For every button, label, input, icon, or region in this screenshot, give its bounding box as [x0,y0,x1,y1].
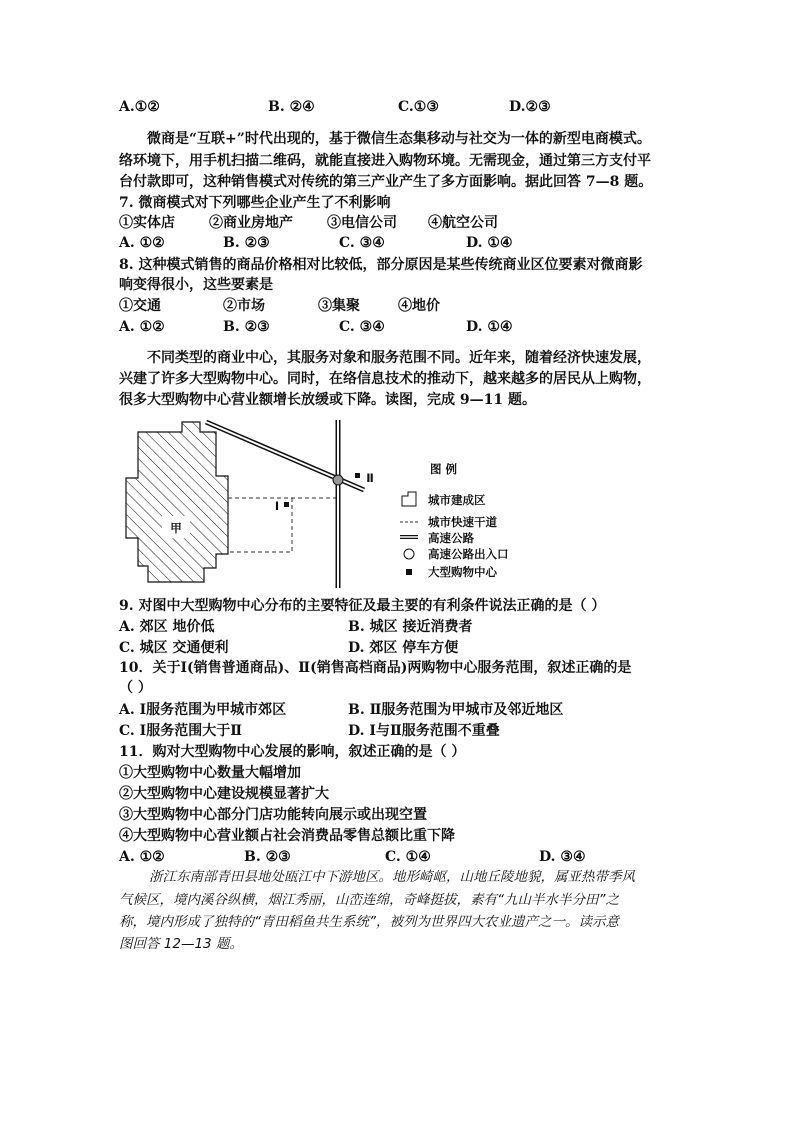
city-built-up-area [126,422,228,582]
mall-1-marker [284,502,289,507]
highway-interchange [333,475,343,485]
q9-stem: 9. 对图中大型购物中心分布的主要特征及最主要的有利条件说法正确的是（ ） [119,598,606,614]
q8-stem-line-1: 8. 这种模式销售的商品价格相对比较低，部分原因是某些传统商业区位要素对微商影 [119,257,643,273]
q11-item-3: ③大型购物中心部分门店功能转向展示或出现空置 [119,807,427,823]
q10-option-c: C. Ⅰ服务范围大于Ⅱ [119,723,242,739]
q11-item-1: ①大型购物中心数量大幅增加 [119,765,301,781]
q8-item-2: ②市场 [223,298,265,314]
passage-2-line-3: 很多大型购物中心营业额增长放缓或下降。读图，完成 9—11 题。 [119,392,536,408]
q11-option-d: D. ③④ [539,849,586,865]
passage-1-line-1: 微商是“互联+”时代出现的，基于微信生态集移动与社交为一体的新型电商模式。 [147,131,651,147]
q11-stem: 11．购对大型购物中心发展的影响，叙述正确的是（ ） [119,744,466,760]
q7-item-3: ③电信公司 [327,215,397,231]
q10-option-b: B. Ⅱ服务范围为甲城市及邻近地区 [348,702,564,718]
mall-2-marker [355,473,360,478]
legend-expressway: 城市快速干道 [428,515,497,529]
q7-item-2: ②商业房地产 [209,215,293,231]
q6-option-b: B. ②④ [268,99,315,115]
q7-stem: 7. 微商模式对下列哪些企业产生了不利影响 [119,195,391,211]
q7-option-d: D. ①④ [466,235,513,251]
q9-option-c: C. 城区 交通便利 [119,640,229,656]
q8-item-1: ①交通 [119,298,161,314]
q7-item-4: ④航空公司 [428,215,498,231]
passage-3-line-4: 图回答 12—13 题。 [119,936,243,952]
urban-expressway [228,480,338,552]
q8-option-b: B. ②③ [223,319,270,335]
q7-item-1: ①实体店 [119,215,175,231]
mall-2-label: Ⅱ [366,471,374,485]
legend-built-up: 城市建成区 [428,493,486,507]
q9-option-a: A. 郊区 地价低 [119,619,215,635]
q7-option-b: B. ②③ [223,235,270,251]
passage-2-line-1: 不同类型的商业中心，其服务对象和服务范围不同。近年来，随着经济快速发展， [147,350,651,366]
q7-option-c: C. ③④ [339,235,385,251]
q6-option-c: C.①③ [398,99,439,115]
passage-3-line-2: 气候区，境内溪谷纵横，烟江秀丽，山峦连绵，奇峰挺拔，素有“九山半水半分田”之 [119,892,619,908]
passage-1-line-2: 络环境下，用手机扫描二维码，就能直接进入购物环境。无需现金，通过第三方支付平 [119,153,651,169]
q11-option-c: C. ①④ [385,849,431,865]
q10-stem-line-2: （ ） [119,680,152,696]
q11-option-a: A. ①② [119,849,165,865]
q10-option-a: A. Ⅰ服务范围为甲城市郊区 [119,702,287,718]
legend-highway: 高速公路 [428,531,474,545]
mall-1-label: Ⅰ [274,499,280,513]
passage-2-line-2: 兴建了许多大型购物中心。同时，在络信息技术的推动下，越来越多的居民从上购物， [119,371,651,387]
q8-option-a: A. ①② [119,319,165,335]
q9-option-d: D. 郊区 停车方便 [348,640,459,656]
legend-interchange: 高速公路出入口 [428,547,509,561]
q8-option-d: D. ①④ [466,319,513,335]
legend-title: 图 例 [430,462,458,476]
q8-stem-line-2: 响变得很小，这些要素是 [119,277,273,293]
passage-1-line-3: 台付款即可，这种销售模式对传统的第三产业产生了多方面影响。据此回答 7—8 题。 [119,174,653,190]
q8-item-3: ③集聚 [318,298,360,314]
q7-option-a: A. ①② [119,235,165,251]
q8-item-4: ④地价 [398,298,440,314]
legend-mall: 大型购物中心 [428,565,497,579]
q10-option-d: D. Ⅰ与Ⅱ服务范围不重叠 [348,723,500,739]
q9-option-b: B. 城区 接近消费者 [348,619,473,635]
q6-option-a: A.①② [119,99,160,115]
city-label: 甲 [170,521,182,535]
q6-option-d: D.②③ [509,99,551,115]
q8-option-c: C. ③④ [339,319,385,335]
passage-3-line-3: 称，境内形成了独特的“青田稻鱼共生系统”，被列为世界四大农业遗产之一。读示意 [119,914,619,930]
q11-item-4: ④大型购物中心营业额占社会消费品零售总额比重下降 [119,828,455,844]
passage-3-line-1: 浙江东南部青田县地处瓯江中下游地区。地形崎岖，山地丘陵地貌，属亚热带季风 [149,869,635,885]
q10-stem-line-1: 10．关于Ⅰ(销售普通商品)、Ⅱ(销售高档商品)两购物中心服务范围，叙述正确的是 [119,660,632,676]
q11-option-b: B. ②③ [244,849,291,865]
q11-item-2: ②大型购物中心建设规模显著扩大 [119,786,329,802]
shopping-center-map [120,418,560,590]
